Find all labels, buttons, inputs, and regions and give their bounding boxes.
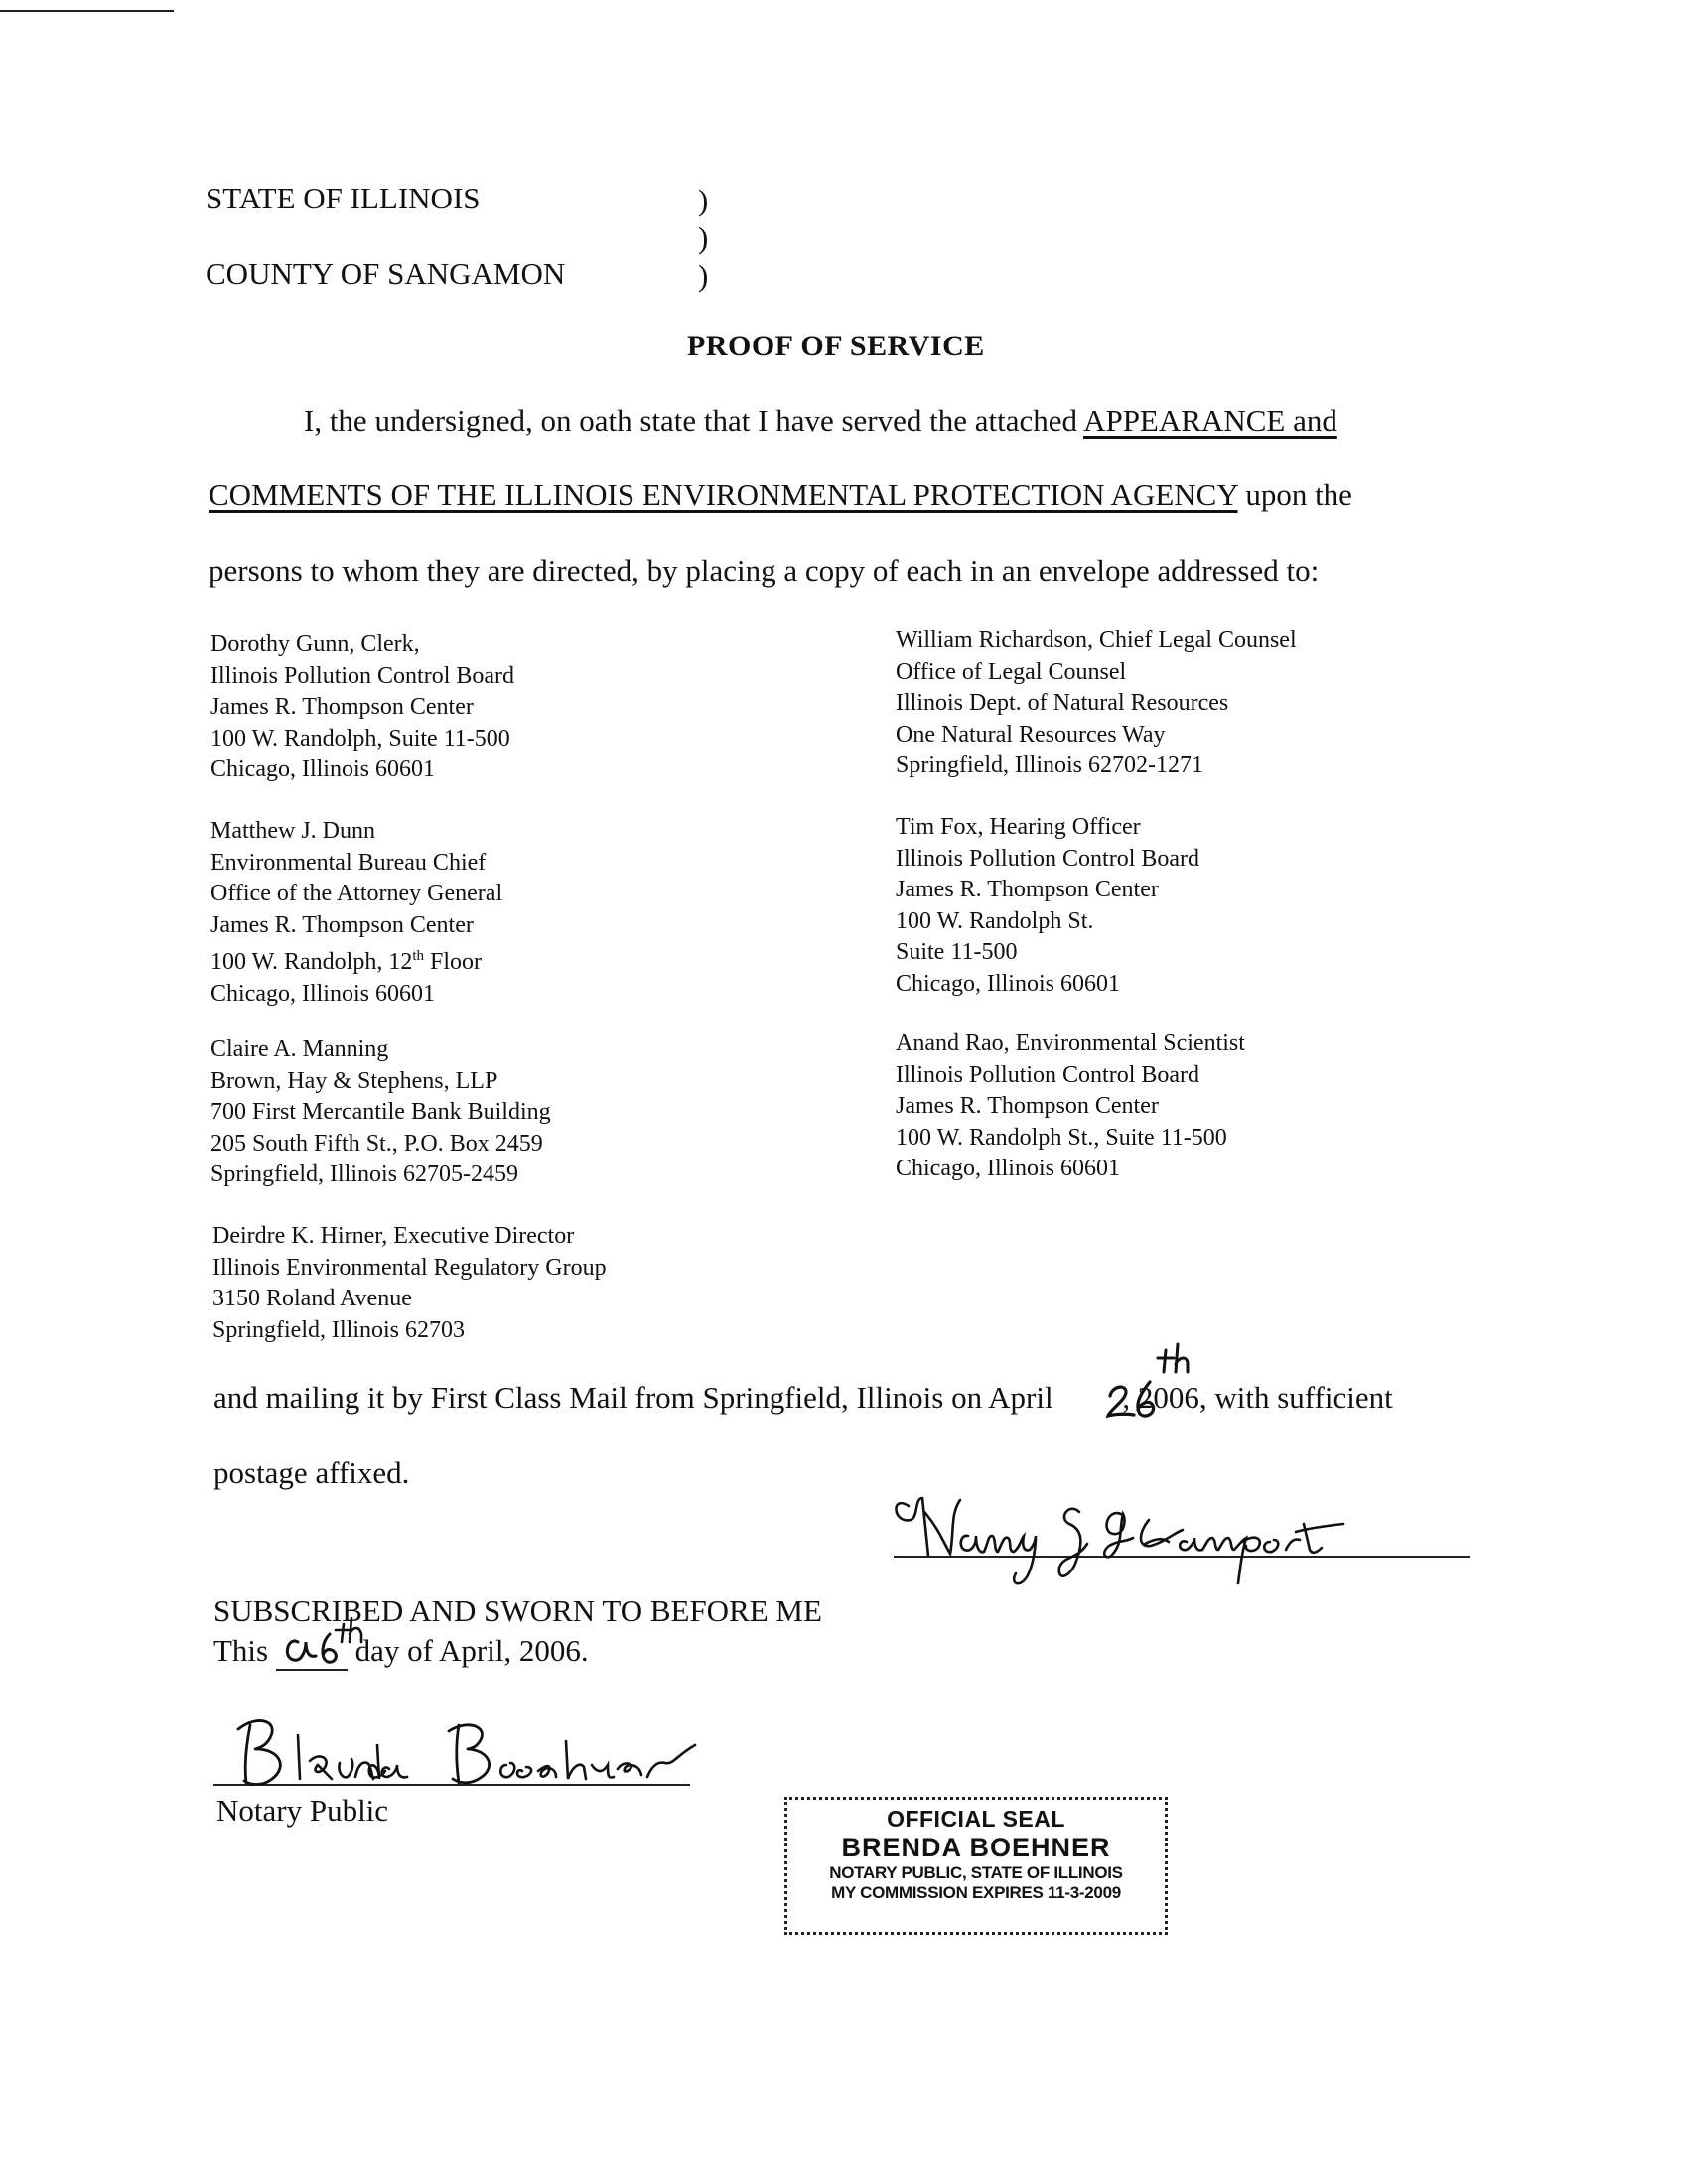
intro-line-1 xyxy=(304,403,1337,439)
address-line: Illinois Environmental Regulatory Group xyxy=(212,1254,607,1281)
address-line: One Natural Resources Way xyxy=(896,721,1166,748)
address-line: Illinois Pollution Control Board xyxy=(896,1061,1200,1088)
address-line: Chicago, Illinois 60601 xyxy=(210,756,435,782)
address-line: 205 South Fifth St., P.O. Box 2459 xyxy=(210,1130,543,1157)
handwritten-mailing-day xyxy=(1104,1342,1193,1427)
seal-line-2: BRENDA BOEHNER xyxy=(841,1833,1111,1862)
address-line: Brown, Hay & Stephens, LLP xyxy=(210,1067,498,1094)
jurat-line-1: SUBSCRIBED AND SWORN TO BEFORE ME xyxy=(213,1593,822,1628)
address-line: Springfield, Illinois 62703 xyxy=(212,1316,465,1343)
mailing-line-1 xyxy=(213,1380,1393,1416)
address-line: James R. Thompson Center xyxy=(896,1093,1159,1119)
top-rule xyxy=(0,10,174,12)
address-line: Matthew J. Dunn xyxy=(210,818,375,844)
caption-paren-3: ) xyxy=(698,258,709,293)
jurat-line-2-prefix: This xyxy=(213,1633,276,1668)
jurat-line-2 xyxy=(213,1633,589,1671)
address-line: Deirdre K. Hirner, Executive Director xyxy=(212,1223,575,1249)
document-title: PROOF OF SERVICE xyxy=(687,330,985,362)
state-caption: STATE OF ILLINOIS xyxy=(206,181,481,215)
address-line: James R. Thompson Center xyxy=(210,694,474,720)
address-line: Springfield, Illinois 62705-2459 xyxy=(210,1161,518,1187)
address-line: Environmental Bureau Chief xyxy=(210,849,487,876)
address-line: Dorothy Gunn, Clerk, xyxy=(210,631,420,657)
notary-signature-image xyxy=(228,1706,745,1805)
address-block-right-3 xyxy=(896,1028,1245,1185)
address-line: 700 First Mercantile Bank Building xyxy=(210,1099,551,1125)
jurat-line-2-suffix: day of April, 2006. xyxy=(347,1633,589,1668)
notary-public-label: Notary Public xyxy=(216,1793,389,1828)
mailing-text-suffix: , 2006, with sufficient xyxy=(1122,1380,1393,1415)
address-line: Office of Legal Counsel xyxy=(896,658,1127,685)
address-block-left-1 xyxy=(210,629,514,786)
caption-paren-2: ) xyxy=(698,220,709,255)
address-line: Illinois Pollution Control Board xyxy=(896,845,1200,872)
address-line: James R. Thompson Center xyxy=(210,911,474,938)
address-line: Office of the Attorney General xyxy=(210,881,503,906)
address-line: Springfield, Illinois 62702-1271 xyxy=(896,752,1203,778)
address-line: Chicago, Illinois 60601 xyxy=(896,1156,1120,1181)
address-line: Illinois Dept. of Natural Resources xyxy=(896,690,1229,716)
county-caption: COUNTY OF SANGAMON xyxy=(206,256,566,291)
address-line: 3150 Roland Avenue xyxy=(212,1286,412,1311)
server-signature xyxy=(889,1484,1355,1598)
address-line: James R. Thompson Center xyxy=(896,877,1159,902)
seal-line-4: MY COMMISSION EXPIRES 11-3-2009 xyxy=(831,1883,1121,1902)
handwritten-jurat-day xyxy=(280,1608,369,1677)
address-block-left-4 xyxy=(212,1221,607,1346)
address-line: 100 W. Randolph St., Suite 11-500 xyxy=(896,1124,1227,1151)
served-document-title-part-2: COMMENTS OF THE ILLINOIS ENVIRONMENTAL PROTECTION AGENCY xyxy=(209,478,1238,512)
mailing-line-2: postage affixed. xyxy=(213,1455,410,1490)
mailing-text-prefix: and mailing it by First Class Mail from Springfield, Illinois on April xyxy=(213,1380,1061,1415)
address-line: Anand Rao, Environmental Scientist xyxy=(896,1030,1245,1056)
address-line: 100 W. Randolph, Suite 11-500 xyxy=(210,725,510,751)
address-line: 100 W. Randolph, 12th Floor xyxy=(210,948,483,975)
address-line: Chicago, Illinois 60601 xyxy=(210,980,435,1007)
seal-line-3: NOTARY PUBLIC, STATE OF ILLINOIS xyxy=(829,1863,1123,1882)
address-line: Tim Fox, Hearing Officer xyxy=(896,814,1141,840)
address-line: Claire A. Manning xyxy=(210,1036,389,1062)
address-block-right-1 xyxy=(896,625,1297,782)
address-line: 100 W. Randolph St. xyxy=(896,907,1094,934)
handwritten-jurat-26th-image xyxy=(280,1608,369,1672)
intro-line-1-text: I, the undersigned, on oath state that I have served the attached xyxy=(304,403,1084,438)
address-line: Suite 11-500 xyxy=(896,939,1018,965)
seal-line-1: OFFICIAL SEAL xyxy=(887,1806,1065,1832)
intro-line-3: persons to whom they are directed, by placing a copy of each in an envelope addressed to: xyxy=(209,553,1320,588)
address-block-right-2 xyxy=(896,812,1199,1000)
caption-paren-1: ) xyxy=(698,183,709,217)
address-line: William Richardson, Chief Legal Counsel xyxy=(896,627,1297,653)
address-line: Chicago, Illinois 60601 xyxy=(896,970,1120,997)
intro-line-2-text: upon the xyxy=(1237,478,1352,512)
address-block-left-2 xyxy=(210,816,502,1010)
handwritten-26th-image xyxy=(1104,1342,1193,1422)
intro-line-2 xyxy=(209,478,1352,513)
address-block-left-3 xyxy=(210,1034,551,1191)
address-line: Illinois Pollution Control Board xyxy=(210,662,515,689)
official-seal-stamp xyxy=(784,1797,1168,1935)
served-document-title-part-1: APPEARANCE and xyxy=(1083,403,1337,438)
server-signature-image xyxy=(889,1484,1355,1593)
